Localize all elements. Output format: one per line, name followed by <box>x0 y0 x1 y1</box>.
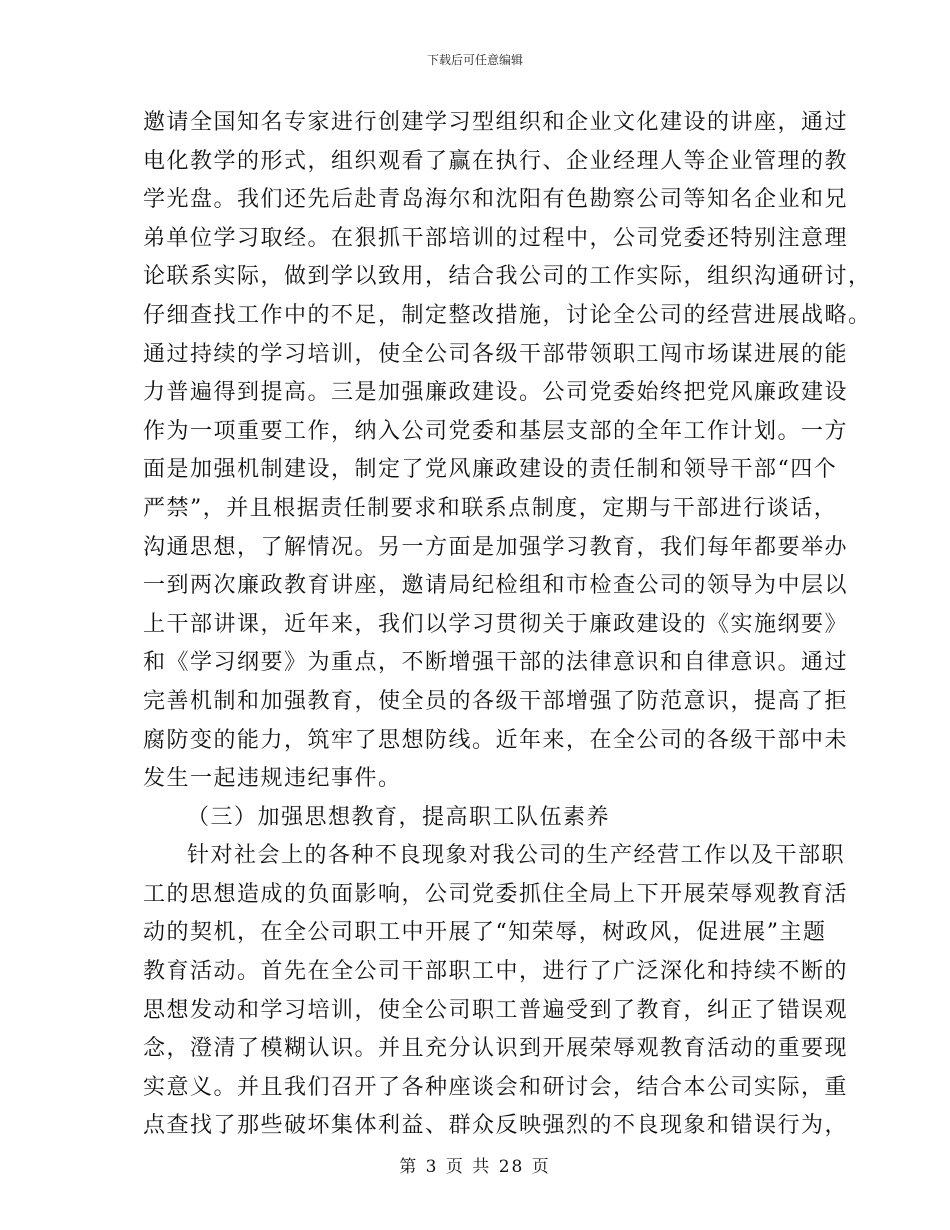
text-line: 上干部讲课，近年来，我们以学习贯彻关于廉政建设的《实施纲要》 <box>143 611 849 637</box>
text-line: 针对社会上的各种不良现象对我公司的生产经营工作以及干部职 <box>187 843 846 869</box>
text-line: 点查找了那些破坏集体利益、群众反映强烈的不良现象和错误行为， <box>143 1113 849 1139</box>
text-line: 发生一起违规违纪事件。 <box>143 766 402 792</box>
text-line: 完善机制和加强教育，使全员的各级干部增强了防范意识，提高了拒 <box>143 688 849 714</box>
text-line: 严禁”，并且根据责任制要求和联系点制度，定期与干部进行谈话， <box>143 495 838 521</box>
text-line: 学光盘。我们还先后赴青岛海尔和沈阳有色勘察公司等知名企业和兄 <box>143 187 849 213</box>
text-line: 通过持续的学习培训，使全公司各级干部带领职工闯市场谋进展的能 <box>143 341 849 367</box>
text-line: 和《学习纲要》为重点，不断增强干部的法律意识和自律意识。通过 <box>143 650 849 676</box>
text-line: 电化教学的形式，组织观看了赢在执行、企业经理人等企业管理的教 <box>143 148 849 174</box>
page-footer: 第 3 页 共 28 页 <box>399 1157 551 1177</box>
text-line: 力普遍得到提高。三是加强廉政建设。公司党委始终把党风廉政建设 <box>143 380 849 406</box>
text-line: 工的思想造成的负面影响，公司党委抓住全局上下开展荣辱观教育活 <box>143 881 849 907</box>
text-line: 思想发动和学习培训，使全公司职工普遍受到了教育，纠正了错误观 <box>143 997 849 1023</box>
text-line: 作为一项重要工作，纳入公司党委和基层支部的全年工作计划。一方 <box>143 418 849 444</box>
section-heading: （三）加强思想教育，提高职工队伍素养 <box>187 804 611 830</box>
text-line: 邀请全国知名专家进行创建学习型组织和企业文化建设的讲座，通过 <box>143 110 849 135</box>
text-line: 面是加强机制建设，制定了党风廉政建设的责任制和领导干部“四个 <box>143 457 838 483</box>
text-line: 沟通思想，了解情况。另一方面是加强学习教育，我们每年都要举办 <box>143 534 849 560</box>
text-line: 教育活动。首先在全公司干部职工中，进行了广泛深化和持续不断的 <box>143 959 849 985</box>
text-line: 一到两次廉政教育讲座，邀请局纪检组和市检查公司的领导为中层以 <box>143 573 849 599</box>
text-line: 论联系实际，做到学以致用，结合我公司的工作实际，组织沟通研讨， <box>143 264 872 290</box>
text-line: 动的契机，在全公司职工中开展了“知荣辱，树政风，促进展”主题 <box>143 920 827 946</box>
text-line: 腐防变的能力，筑牢了思想防线。近年来，在全公司的各级干部中未 <box>143 727 849 753</box>
text-line: 弟单位学习取经。在狠抓干部培训的过程中，公司党委还特别注意理 <box>143 225 849 251</box>
text-line: 仔细查找工作中的不足，制定整改措施，讨论全公司的经营进展战略。 <box>143 302 872 328</box>
page-header: 下载后可任意编辑 <box>426 53 523 67</box>
document-body <box>143 104 872 1146</box>
text-line: 念，澄清了模糊认识。并且充分认识到开展荣辱观教育活动的重要现 <box>143 1036 849 1062</box>
text-line: 实意义。并且我们召开了各种座谈会和研讨会，结合本公司实际，重 <box>143 1074 849 1100</box>
